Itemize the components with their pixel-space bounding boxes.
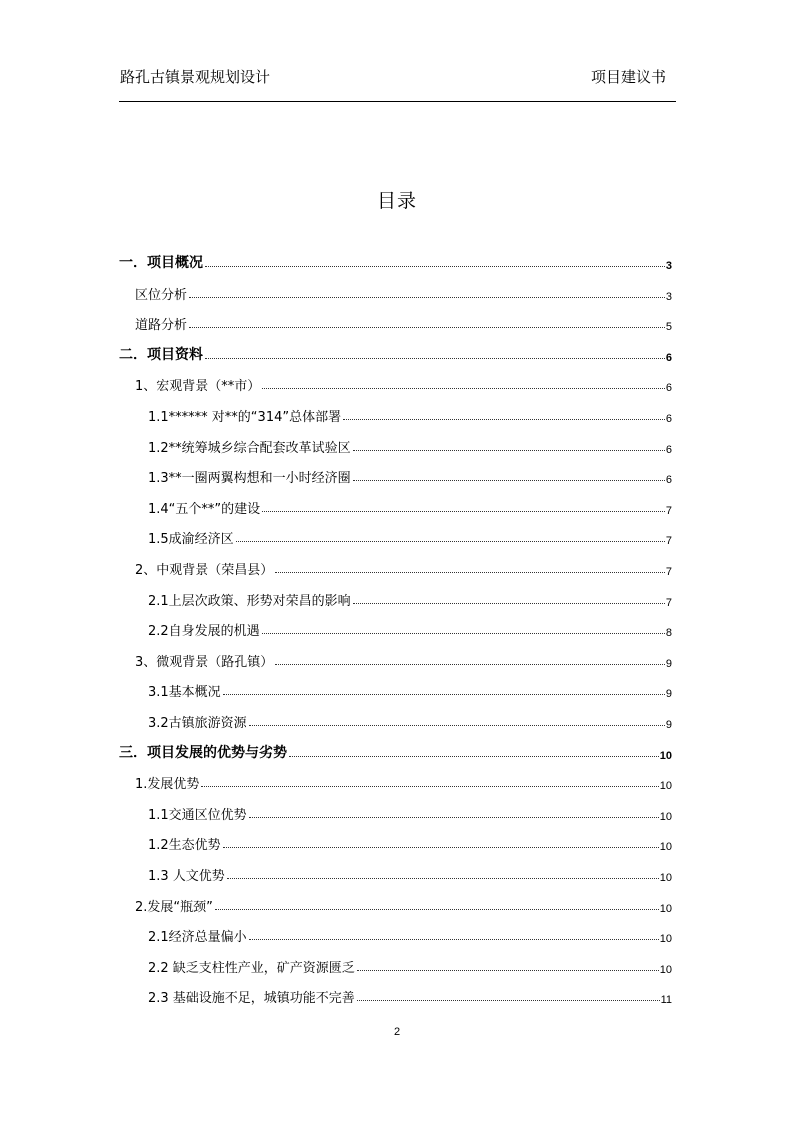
toc-entry-label: 1.5成渝经济区 bbox=[148, 532, 234, 548]
toc-leader-dots bbox=[275, 572, 665, 573]
toc-leader-dots bbox=[262, 511, 665, 512]
toc-entry-label: 1.2生态优势 bbox=[148, 838, 221, 854]
toc-leader-dots bbox=[289, 756, 659, 757]
toc-leader-dots bbox=[357, 970, 659, 971]
header-doc-type: 项目建议书 bbox=[590, 68, 666, 86]
toc-entry-label: 1.1****** 对**的“314”总体部署 bbox=[148, 410, 342, 425]
toc-entry-label: 区位分析 bbox=[135, 287, 188, 303]
toc-entry-label: 2、中观背景（荣昌县） bbox=[135, 563, 274, 578]
toc-entry-label: 2.3 基础设施不足，城镇功能不完善 bbox=[148, 991, 355, 1007]
toc-entry-label: 1.3 人文优势 bbox=[148, 869, 225, 884]
toc-entry[interactable] bbox=[135, 556, 672, 578]
toc-leader-dots bbox=[249, 817, 659, 818]
toc-entry-page: 9 bbox=[665, 719, 672, 731]
toc-entry[interactable] bbox=[148, 617, 672, 639]
toc-entry-page: 3 bbox=[665, 260, 672, 272]
toc-entry-page: 7 bbox=[665, 504, 672, 517]
toc-entry-page: 6 bbox=[665, 443, 672, 456]
toc-entry-page: 9 bbox=[665, 657, 672, 670]
toc-entry-page: 6 bbox=[665, 351, 672, 364]
toc-entry[interactable] bbox=[135, 281, 672, 303]
toc-leader-dots bbox=[343, 419, 665, 420]
toc-entry-label: 3.1基本概况 bbox=[148, 685, 221, 701]
toc-entry-page: 8 bbox=[665, 627, 672, 640]
toc-entry[interactable] bbox=[135, 311, 672, 333]
toc-leader-dots bbox=[353, 603, 665, 604]
toc-entry-page: 3 bbox=[665, 290, 672, 303]
toc-entry[interactable] bbox=[135, 372, 672, 394]
toc-entry-label: 2.发展“瓶颈” bbox=[135, 899, 213, 915]
toc-entry-page: 7 bbox=[665, 596, 672, 609]
toc-entry-page: 7 bbox=[665, 535, 672, 548]
toc-entry-page: 10 bbox=[659, 872, 672, 884]
toc-leader-dots bbox=[357, 1000, 660, 1001]
toc-entry-label: 2.1经济总量偏小 bbox=[148, 930, 247, 946]
toc-leader-dots bbox=[353, 450, 665, 451]
toc-leader-dots bbox=[215, 909, 659, 910]
toc-entry-label: 道路分析 bbox=[135, 318, 188, 334]
toc-leader-dots bbox=[201, 786, 658, 787]
toc-leader-dots bbox=[205, 358, 665, 359]
toc-leader-dots bbox=[189, 327, 665, 328]
toc-entry-page: 5 bbox=[665, 321, 672, 334]
toc-leader-dots bbox=[227, 878, 659, 879]
toc-title: 目录 bbox=[376, 190, 417, 212]
toc-entry-label: 1.发展优势 bbox=[135, 777, 200, 793]
toc-entry[interactable] bbox=[119, 740, 672, 762]
toc-entry-label: 2.2自身发展的机遇 bbox=[148, 624, 260, 640]
toc-leader-dots bbox=[249, 725, 665, 726]
toc-leader-dots bbox=[353, 480, 665, 481]
toc-entry[interactable] bbox=[148, 862, 672, 884]
toc-entry-page: 7 bbox=[665, 566, 672, 578]
toc-entry[interactable] bbox=[148, 678, 672, 700]
toc-entry-page: 10 bbox=[659, 841, 672, 854]
toc-entry-page: 6 bbox=[665, 413, 672, 425]
toc-entry-label: 3、微观背景（路孔镇） bbox=[135, 654, 274, 670]
page-number: 2 bbox=[393, 1026, 401, 1038]
toc-entry[interactable] bbox=[148, 525, 672, 547]
toc-entry[interactable] bbox=[148, 709, 672, 731]
toc-entry-label: 1.4“五个**”的建设 bbox=[148, 501, 261, 517]
toc-entry[interactable] bbox=[148, 495, 672, 517]
toc-entry-label: 1.3**一圈两翼构想和一小时经济圈 bbox=[148, 471, 351, 487]
toc-entry-label: 1、宏观背景（**市） bbox=[135, 379, 261, 395]
toc-entry-page: 10 bbox=[659, 749, 672, 762]
toc-entry-label: 1.1交通区位优势 bbox=[148, 807, 247, 823]
toc-entry[interactable] bbox=[148, 587, 672, 609]
toc-entry-label: 三．项目发展的优势与劣势 bbox=[119, 744, 287, 761]
toc-entry[interactable] bbox=[148, 923, 672, 945]
toc-entry-label: 2.1上层次政策、形势对荣昌的影响 bbox=[148, 593, 351, 609]
toc-entry-label: 二．项目资料 bbox=[119, 346, 203, 363]
toc-entry[interactable] bbox=[119, 250, 672, 272]
toc-entry-label: 一．项目概况 bbox=[119, 255, 203, 271]
toc-leader-dots bbox=[262, 633, 665, 634]
toc-entry[interactable] bbox=[135, 770, 672, 792]
toc-entry[interactable] bbox=[135, 648, 672, 670]
toc-entry-label: 2.2 缺乏支柱性产业，矿产资源匮乏 bbox=[148, 960, 355, 976]
toc-leader-dots bbox=[223, 694, 665, 695]
toc-leader-dots bbox=[223, 847, 659, 848]
toc-entry[interactable] bbox=[148, 801, 672, 823]
toc-entry[interactable] bbox=[148, 464, 672, 486]
toc-leader-dots bbox=[205, 266, 665, 267]
toc-leader-dots bbox=[275, 664, 665, 665]
toc-entry-label: 1.2**统筹城乡综合配套改革试验区 bbox=[148, 440, 351, 456]
toc-entry-page: 9 bbox=[665, 688, 672, 701]
toc-entry[interactable] bbox=[148, 434, 672, 456]
toc-entry-page: 6 bbox=[665, 382, 672, 395]
toc-entry[interactable] bbox=[148, 831, 672, 853]
toc-entry-page: 11 bbox=[660, 994, 672, 1007]
toc-entry-page: 10 bbox=[659, 963, 672, 976]
toc-entry[interactable] bbox=[148, 403, 672, 425]
toc-leader-dots bbox=[189, 297, 665, 298]
toc-entry-page: 10 bbox=[659, 810, 672, 823]
toc-leader-dots bbox=[249, 939, 659, 940]
toc-entry-label: 3.2古镇旅游资源 bbox=[148, 716, 247, 731]
toc-entry[interactable] bbox=[119, 342, 672, 364]
toc-entry-page: 10 bbox=[659, 902, 672, 915]
header-title: 路孔古镇景观规划设计 bbox=[120, 68, 271, 86]
toc-entry[interactable] bbox=[135, 893, 672, 915]
toc-entry[interactable] bbox=[148, 954, 672, 976]
toc-entry-page: 10 bbox=[659, 933, 672, 946]
toc-entry[interactable] bbox=[148, 984, 672, 1006]
header-divider bbox=[119, 101, 676, 102]
toc-leader-dots bbox=[262, 388, 665, 389]
toc-entry-page: 6 bbox=[665, 474, 672, 487]
toc-entry-page: 10 bbox=[659, 780, 672, 793]
toc-leader-dots bbox=[236, 541, 665, 542]
